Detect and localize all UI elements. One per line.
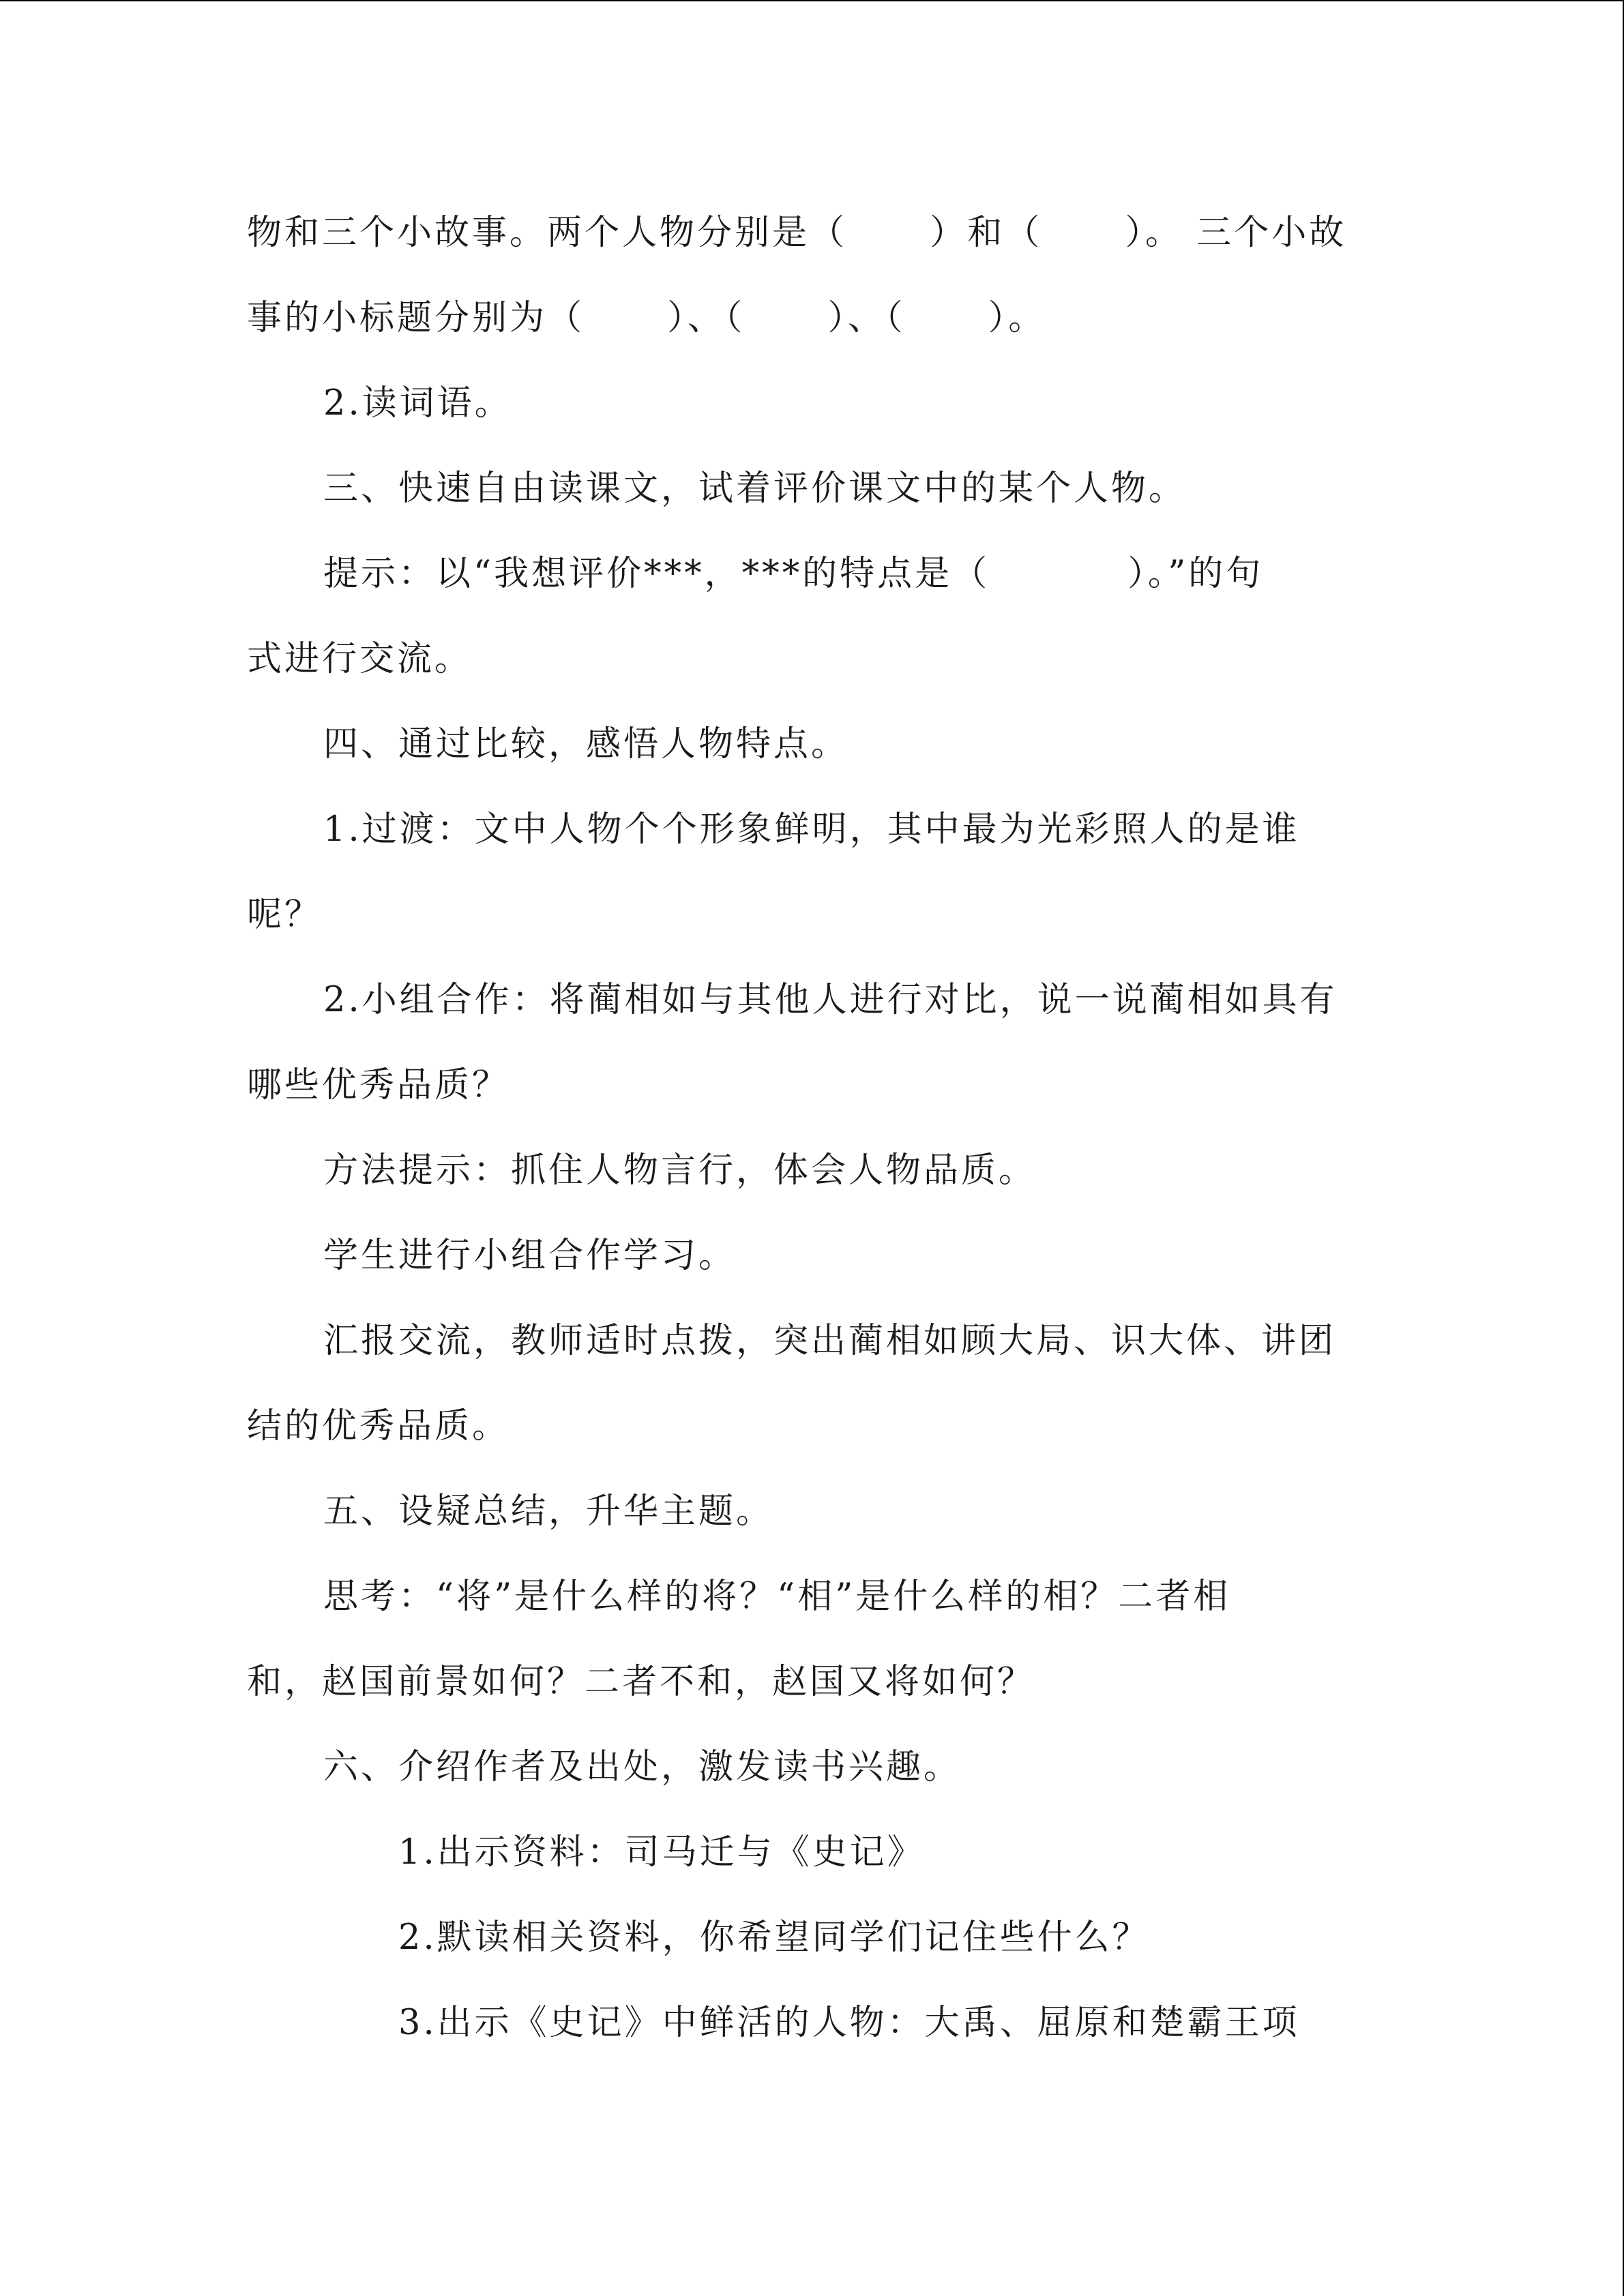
section-heading-3: 三、快速自由读课文，试着评价课文中的某个人物。 bbox=[323, 468, 1187, 509]
text-line-10: 2.小组合作：将蔺相如与其他人进行对比，说一说蔺相如具有 bbox=[323, 980, 1338, 1020]
text-line-8: 1.过渡：文中人物个个形象鲜明，其中最为光彩照人的是谁 bbox=[323, 809, 1300, 850]
text-line-22: 3.出示《史记》中鲜活的人物：大禹、屈原和楚霸王项 bbox=[398, 2003, 1300, 2043]
text-line-1: 物和三个小故事。两个人物分别是（ ）和（ ）。 三个小故 bbox=[247, 213, 1347, 253]
text-line-11: 哪些优秀品质？ bbox=[247, 1065, 510, 1105]
text-line-18: 和，赵国前景如何？二者不和，赵国又将如何？ bbox=[247, 1662, 1035, 1702]
text-line-14: 汇报交流，教师适时点拨，突出蔺相如顾大局、识大体、讲团 bbox=[323, 1321, 1337, 1361]
section-heading-4: 四、通过比较，感悟人物特点。 bbox=[323, 724, 849, 764]
text-line-13: 学生进行小组合作学习。 bbox=[323, 1236, 737, 1276]
text-line-17: 思考：“将”是什么样的将？“相”是什么样的相？二者相 bbox=[323, 1577, 1231, 1617]
text-line-9: 呢？ bbox=[247, 895, 323, 935]
text-line-3: 2.读词语。 bbox=[323, 383, 512, 423]
text-line-5: 提示：以“我想评价***，***的特点是（ ）。”的句 bbox=[323, 554, 1264, 594]
text-line-20: 1.出示资料：司马迁与《史记》 bbox=[398, 1832, 925, 1873]
text-line-21: 2.默读相关资料，你希望同学们记住些什么？ bbox=[398, 1918, 1150, 1958]
section-heading-5: 五、设疑总结，升华主题。 bbox=[323, 1491, 774, 1532]
text-line-12: 方法提示：抓住人物言行，体会人物品质。 bbox=[323, 1150, 1037, 1191]
text-line-15: 结的优秀品质。 bbox=[247, 1406, 510, 1446]
text-line-2: 事的小标题分别为（ ）、（ ）、（ ）。 bbox=[247, 298, 1046, 338]
section-heading-6: 六、介绍作者及出处，激发读书兴趣。 bbox=[323, 1747, 962, 1787]
text-line-6: 式进行交流。 bbox=[247, 639, 473, 679]
